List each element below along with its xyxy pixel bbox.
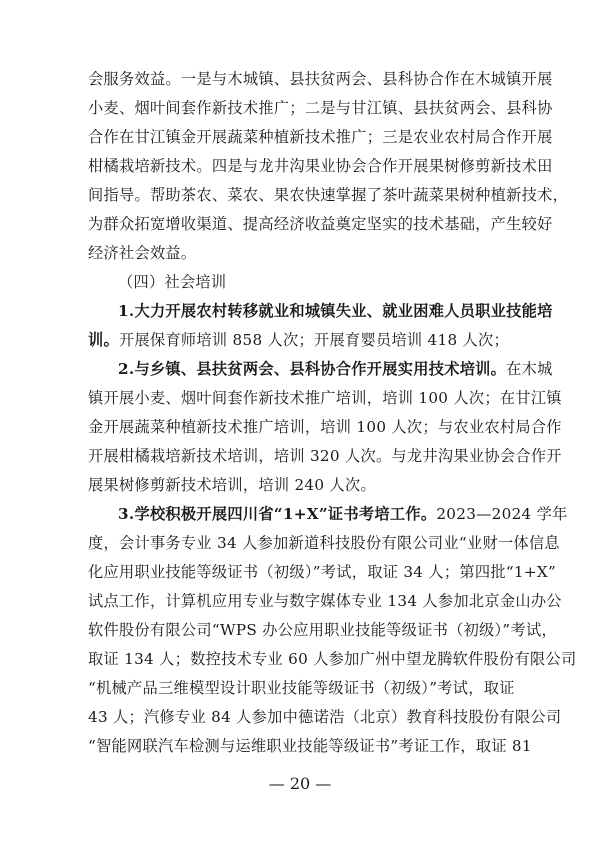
text-line: 度，会计事务专业 34 人参加新道科技股份有限公司业“业财一体信息 — [88, 534, 560, 552]
item3-heading: 3.学校积极开展四川省“1+X”证书考培工作。 — [118, 505, 437, 523]
item1-line — [88, 327, 518, 353]
text-line: 展果树修剪新技术培训，培训 240 人次。 — [88, 476, 376, 494]
item2-text: 在木城 — [506, 360, 553, 378]
item1-heading-end: 训。 — [88, 331, 119, 349]
item3-text: 2023—2024 学年 — [436, 505, 568, 523]
text-line: “机械产品三维模型设计职业技能等级证书（初级）”考试，取证 — [88, 679, 515, 697]
text-line: 金开展蔬菜种植新技术推广培训，培训 100 人次；与农业农村局合作 — [88, 418, 562, 436]
text-line: 化应用职业技能等级证书（初级）”考试，取证 34 人；第四批“1+X” — [88, 563, 557, 581]
text-line: 试点工作，计算机应用专业与数字媒体专业 134 人参加北京金山办公 — [88, 592, 562, 610]
item2-line — [118, 356, 553, 382]
text-line: 经济社会效益。 — [88, 244, 197, 262]
item1-heading: 1.大力开展农村转移就业和城镇失业、就业困难人员职业技能培 — [118, 302, 553, 320]
text-line: 合作在甘江镇金开展蔬菜种植新技术推广；三是农业农村局合作开展 — [88, 128, 553, 146]
text-line: 软件股份有限公司“WPS 办公应用职业技能等级证书（初级）”考试， — [88, 621, 557, 639]
item1-text: 开展保育师培训 858 人次；开展育婴员培训 418 人次； — [118, 331, 510, 349]
text-line: 为群众拓宽增收渠道、提高经济收益奠定坚实的技术基础，产生较好 — [88, 215, 553, 233]
page-number: — 20 — — [268, 774, 332, 793]
text-line: 镇开展小麦、烟叶间套作新技术推广培训，培训 100 人次；在甘江镇 — [88, 389, 562, 407]
text-line: 43 人；汽修专业 84 人参加中德诺浩（北京）教育科技股份有限公司 — [88, 708, 562, 726]
text-line: “智能网联汽车检测与运维职业技能等级证书”考证工作，取证 81 — [88, 737, 532, 755]
text-line: 开展柑橘栽培新技术培训，培训 320 人次。与龙井沟果业协会合作开 — [88, 447, 562, 465]
text-line: 柑橘栽培新技术。四是与龙井沟果业协会合作开展果树修剪新技术田 — [88, 157, 553, 175]
section-heading: （四）社会培训 — [118, 273, 227, 291]
text-line: 取证 134 人；数控技术专业 60 人参加广州中望龙腾软件股份有限公司 — [88, 650, 577, 668]
text-line: 会服务效益。一是与木城镇、县扶贫两会、县科协合作在木城镇开展 — [88, 70, 553, 88]
text-line: 间指导。帮助茶农、菜农、果农快速掌握了茶叶蔬菜果树种植新技术， — [88, 186, 569, 204]
text-line: 小麦、烟叶间套作新技术推广；二是与甘江镇、县扶贫两会、县科协 — [88, 99, 553, 117]
item3-line — [118, 501, 568, 527]
item2-heading: 2.与乡镇、县扶贫两会、县科协合作开展实用技术培训。 — [118, 360, 507, 378]
